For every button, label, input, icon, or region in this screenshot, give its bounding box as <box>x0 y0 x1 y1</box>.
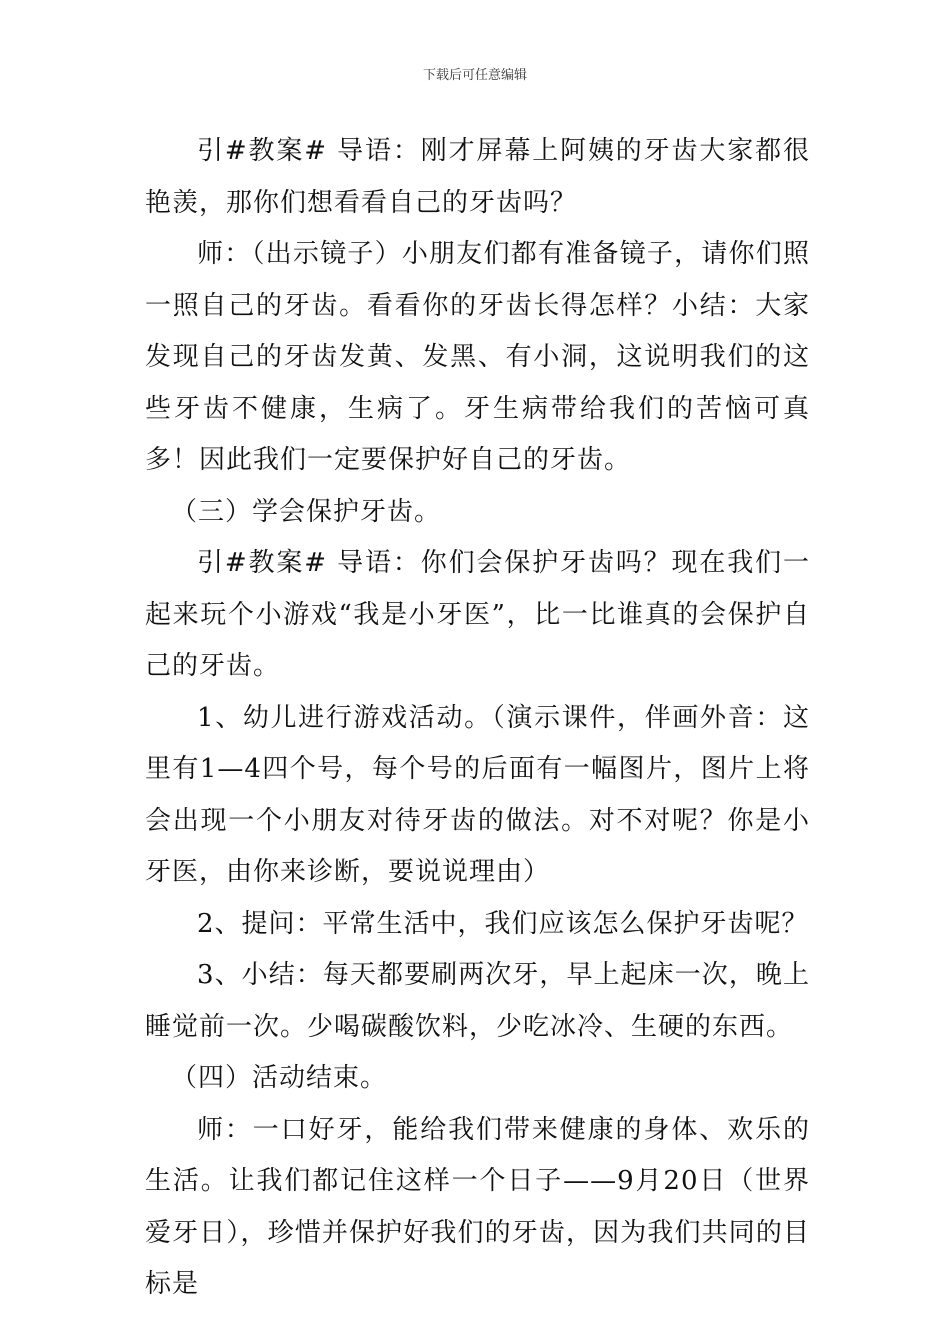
document-body <box>145 126 810 1311</box>
page-header: 下载后可任意编辑 <box>422 68 527 83</box>
paragraph-intro-question: 引#教案# 导语：刚才屏幕上阿姨的牙齿大家都很艳羡，那你们想看看自己的牙齿吗？ <box>145 136 810 218</box>
paragraph-closing: 师：一口好牙，能给我们带来健康的身体、欢乐的生活。让我们都记住这样一个日子——9月20日（世界爱牙日），珍惜并保护好我们的牙齿，因为我们共同的目标是 <box>145 1114 810 1299</box>
paragraph-game-activity: 1、幼儿进行游戏活动。（演示课件，伴画外音：这里有1—4四个号，每个号的后面有一幅图片，图片上将会出现一个小朋友对待牙齿的做法。对不对呢？你是小牙医，由你来诊断，要说说理由） <box>145 702 810 887</box>
paragraph-summary: 3、小结：每天都要刷两次牙，早上起床一次，晚上睡觉前一次。少喝碳酸饮料，少吃冰冷、生硬的东西。 <box>145 960 810 1042</box>
paragraph-question: 2、提问：平常生活中，我们应该怎么保护牙齿呢？ <box>197 908 809 939</box>
section-heading-activity-end: （四）活动结束。 <box>171 1063 388 1093</box>
paragraph-game-intro: 引#教案# 导语：你们会保护牙齿吗？现在我们一起来玩个小游戏“我是小牙医”，比一比谁真的会保护自己的牙齿。 <box>145 548 810 681</box>
paragraph-mirror-check: 师：（出示镜子）小朋友们都有准备镜子，请你们照一照自己的牙齿。看看你的牙齿长得怎样？小结：大家发现自己的牙齿发黄、发黑、有小洞，这说明我们的这些牙齿不健康，生病了。牙生病带给我们的苦恼可真多！因此我们一定要保护好自己的牙齿。 <box>145 239 810 475</box>
section-heading-protect-teeth: （三）学会保护牙齿。 <box>171 496 442 527</box>
